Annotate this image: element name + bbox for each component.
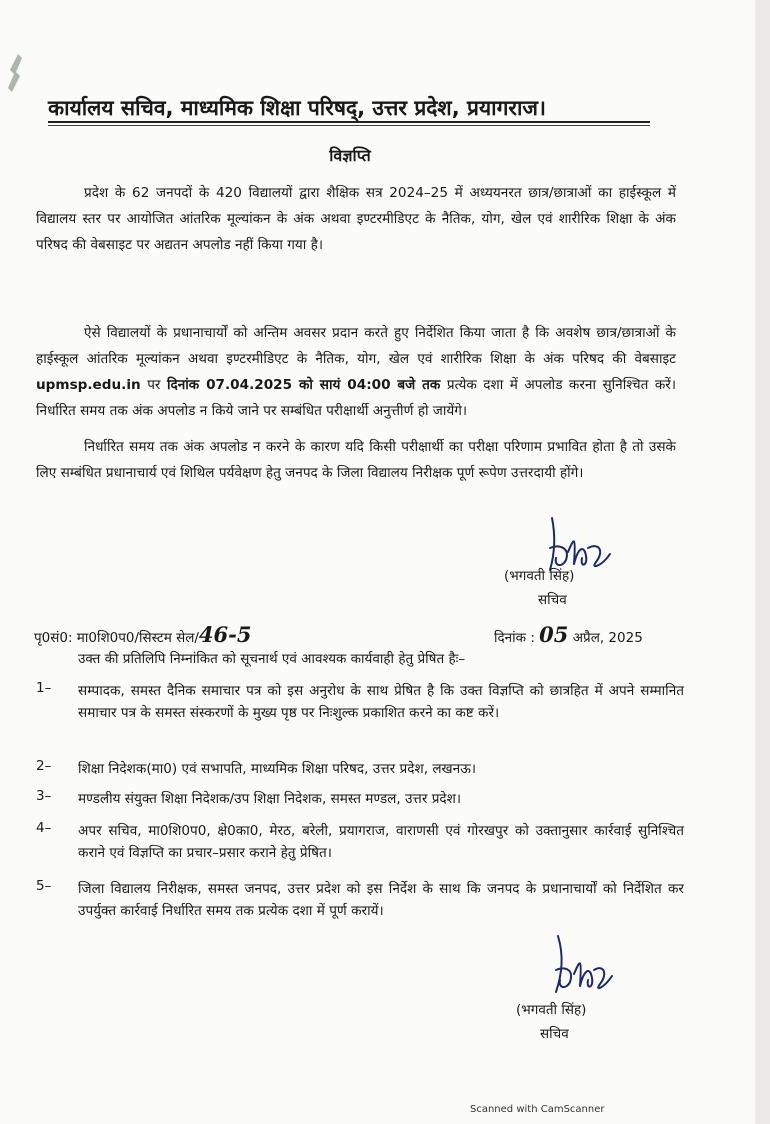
copy-intro: उक्त की प्रतिलिपि निम्नांकित को सूचनार्थ एवं आवश्यक कार्यवाही हेतु प्रेषित हैः– bbox=[78, 651, 466, 667]
website-link-text: upmsp.edu.in bbox=[36, 377, 141, 393]
copy-item-text: शिक्षा निदेशक(मा0) एवं सभापति, माध्यमिक शिक्षा परिषद, उत्तर प्रदेश, लखनऊ। bbox=[78, 761, 477, 777]
copy-item-number: 1– bbox=[36, 680, 52, 696]
date-suffix: अप्रैल, 2025 bbox=[572, 630, 643, 646]
heading-underline-double bbox=[48, 125, 650, 126]
paragraph-2-text-3: प्रत्येक दशा में अपलोड करना सुनिश्चित करें। निर्धारित समय तक अंक अपलोड न किये जाने पर सम्बंधित परीक्षार्थी अनुत्तीर्ण हो जायेंगे। bbox=[36, 377, 677, 419]
reference-number bbox=[34, 622, 251, 647]
heading-underline bbox=[48, 121, 650, 123]
copy-item-number: 3– bbox=[36, 788, 52, 804]
copy-item-number: 5– bbox=[36, 878, 52, 894]
reference-prefix: पृ0सं0: मा0शि0प0/सिस्टम सेल/ bbox=[34, 630, 199, 646]
copy-item-number: 4– bbox=[36, 820, 52, 836]
copy-item-number: 2– bbox=[36, 758, 52, 774]
copy-item-text: सम्पादक, समस्त दैनिक समाचार पत्र को इस अनुरोध के साथ प्रेषित है कि उक्त विज्ञप्ति को छात्रहित में अपने सम्मानित समाचार पत्र के समस्त संस्करणों के मुख्य पृष्ठ पर निःशुल्क प्रकाशित करने का कष्ट करें। bbox=[78, 683, 684, 721]
copy-item-text: मण्डलीय संयुक्त शिक्षा निदेशक/उप शिक्षा निदेशक, समस्त मण्डल, उत्तर प्रदेश। bbox=[78, 791, 462, 807]
signatory-2-name: (भगवती सिंह) bbox=[516, 1002, 587, 1018]
scan-smudge bbox=[4, 52, 26, 94]
signatory-1-name: (भगवती सिंह) bbox=[504, 568, 575, 584]
paragraph-1: प्रदेश के 62 जनपदों के 420 विद्यालयों द्वारा शैक्षिक सत्र 2024–25 में अध्ययनरत छात्र/छात्राओं का हाईस्कूल में विद्यालय स्तर पर आयोजित आंतरिक मूल्यांकन के अंक अथवा इण्टरमीडिएट के नैतिक, योग, खेल एवं शारीरिक शिक्षा के अंक परिषद की वेबसाइट पर अद्यतन अपलोड नहीं किया गया है। bbox=[36, 185, 676, 253]
paragraph-2 bbox=[36, 320, 676, 424]
deadline-text: दिनांक 07.04.2025 को सायं 04:00 बजे तक bbox=[166, 377, 441, 393]
copy-item-text: अपर सचिव, मा0शि0प0, क्षे0का0, मेरठ, बरेली, प्रयागराज, वाराणसी एवं गोरखपुर को उक्तानुसार कार्रवाई सुनिश्चित कराने एवं विज्ञप्ति का प्रचार–प्रसार कराने हेतु प्रेषित। bbox=[78, 823, 684, 861]
signature-2 bbox=[538, 928, 618, 1000]
signatory-1-title: सचिव bbox=[538, 592, 567, 608]
paragraph-2-text: ऐसे विद्यालयों के प्रधानाचार्यों को अन्तिम अवसर प्रदान करते हुए निर्देशित किया जाता है कि अवशेष छात्र/छात्राओं के हाईस्कूल आंतरिक मूल्यांकन अथवा इण्टरमीडिएट के नैतिक, योग, खेल एवं शारीरिक शिक्षा के अंक परिषद की वेबसाइट bbox=[36, 325, 676, 367]
notice-title: विज्ञप्ति bbox=[329, 146, 371, 165]
office-heading: कार्यालय सचिव, माध्यमिक शिक्षा परिषद्, उत्तर प्रदेश, प्रयागराज। bbox=[48, 96, 546, 120]
scan-border bbox=[755, 0, 770, 1124]
reference-handwritten: 46-5 bbox=[198, 622, 252, 647]
copy-item-text: जिला विद्यालय निरीक्षक, समस्त जनपद, उत्तर प्रदेश को इस निर्देश के साथ कि जनपद के प्रधानाचार्यों को निर्देशित कर उपर्युक्त कार्रवाई निर्धारित समय तक प्रत्येक दशा में पूर्ण करायें। bbox=[78, 881, 684, 919]
signatory-2-title: सचिव bbox=[540, 1026, 569, 1042]
paragraph-2-text-2: पर bbox=[147, 377, 161, 393]
issue-date bbox=[494, 622, 643, 647]
date-prefix: दिनांक : bbox=[494, 630, 535, 646]
date-handwritten: 05 bbox=[539, 622, 569, 647]
paragraph-3: निर्धारित समय तक अंक अपलोड न करने के कारण यदि किसी परीक्षार्थी का परीक्षा परिणाम प्रभावित होता है तो उसके लिए सम्बंधित प्रधानाचार्य एवं शिथिल पर्यवेक्षण हेतु जनपद के जिला विद्यालय निरीक्षक पूर्ण रूपेण उत्तरदायी होंगे। bbox=[36, 439, 676, 481]
scanner-watermark: Scanned with CamScanner bbox=[470, 1104, 605, 1115]
